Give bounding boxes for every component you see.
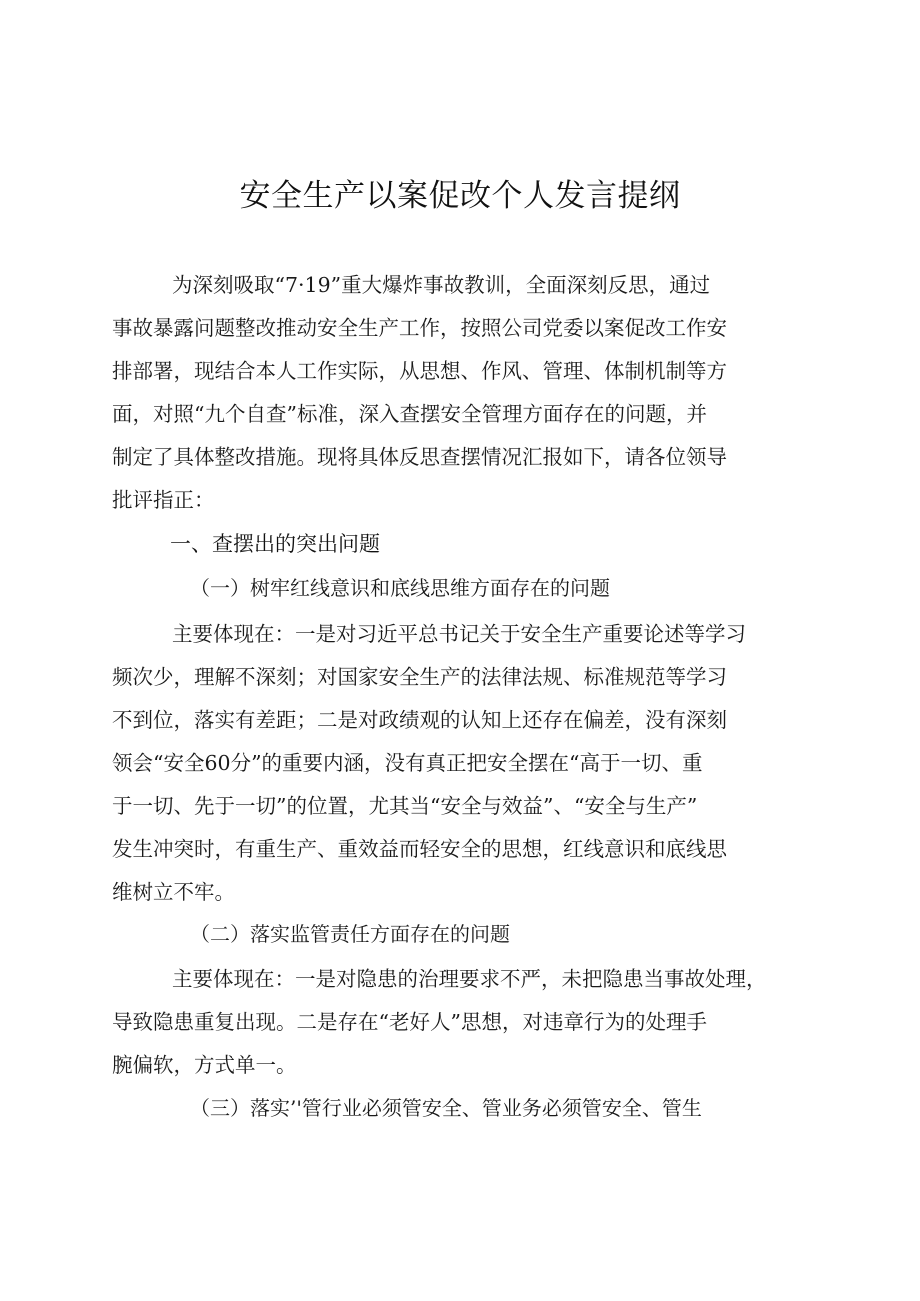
body-line: 腕偏软，方式单一。 — [112, 1053, 297, 1077]
subsection-heading: （三）落实’'管行业必须管安全、管业务必须管安全、管生 — [190, 1096, 702, 1120]
body-line: 发生冲突时，有重生产、重效益而轻安全的思想，红线意识和底线思 — [112, 837, 727, 861]
document-title: 安全生产以案促改个人发言提纲 — [239, 178, 681, 214]
section-heading: 一、查摆出的突出问题 — [170, 532, 380, 556]
intro-line: 批评指正： — [112, 488, 215, 512]
intro-line: 事故暴露问题整改推动安全生产工作，按照公司党委以案促改工作安 — [112, 316, 727, 340]
body-line: 主要体现在：一是对隐患的治理要求不严，未把隐患当事故处理， — [172, 967, 767, 991]
subsection-heading: （二）落实监管责任方面存在的问题 — [190, 922, 510, 946]
intro-line: 面，对照“九个自查”标准，深入查摆安全管理方面存在的问题，并 — [112, 402, 707, 426]
body-line: 于一切、先于一切”的位置，尤其当“安全与效益”、“安全与生产” — [112, 794, 698, 818]
body-line: 不到位，落实有差距；二是对政绩观的认知上还存在偏差，没有深刻 — [112, 708, 727, 732]
body-line: 维树立不牢。 — [112, 880, 235, 904]
intro-line: 排部署，现结合本人工作实际，从思想、作风、管理、体制机制等方 — [112, 359, 727, 383]
body-line: 主要体现在：一是对习近平总书记关于安全生产重要论述等学习 — [172, 622, 746, 646]
subsection-heading: （一）树牢红线意识和底线思维方面存在的问题 — [190, 576, 610, 600]
intro-line: 制定了具体整改措施。现将具体反思查摆情况汇报如下，请各位领导 — [112, 445, 727, 469]
body-line: 导致隐患重复出现。二是存在“老好人”思想，对违章行为的处理手 — [112, 1010, 707, 1034]
body-line: 领会“安全60分”的重要内涵，没有真正把安全摆在“高于一切、重 — [112, 751, 703, 775]
body-line: 频次少，理解不深刻；对国家安全生产的法律法规、标准规范等学习 — [112, 665, 727, 689]
intro-line: 为深刻吸取“7·19”重大爆炸事故教训，全面深刻反思，通过 — [172, 273, 711, 297]
